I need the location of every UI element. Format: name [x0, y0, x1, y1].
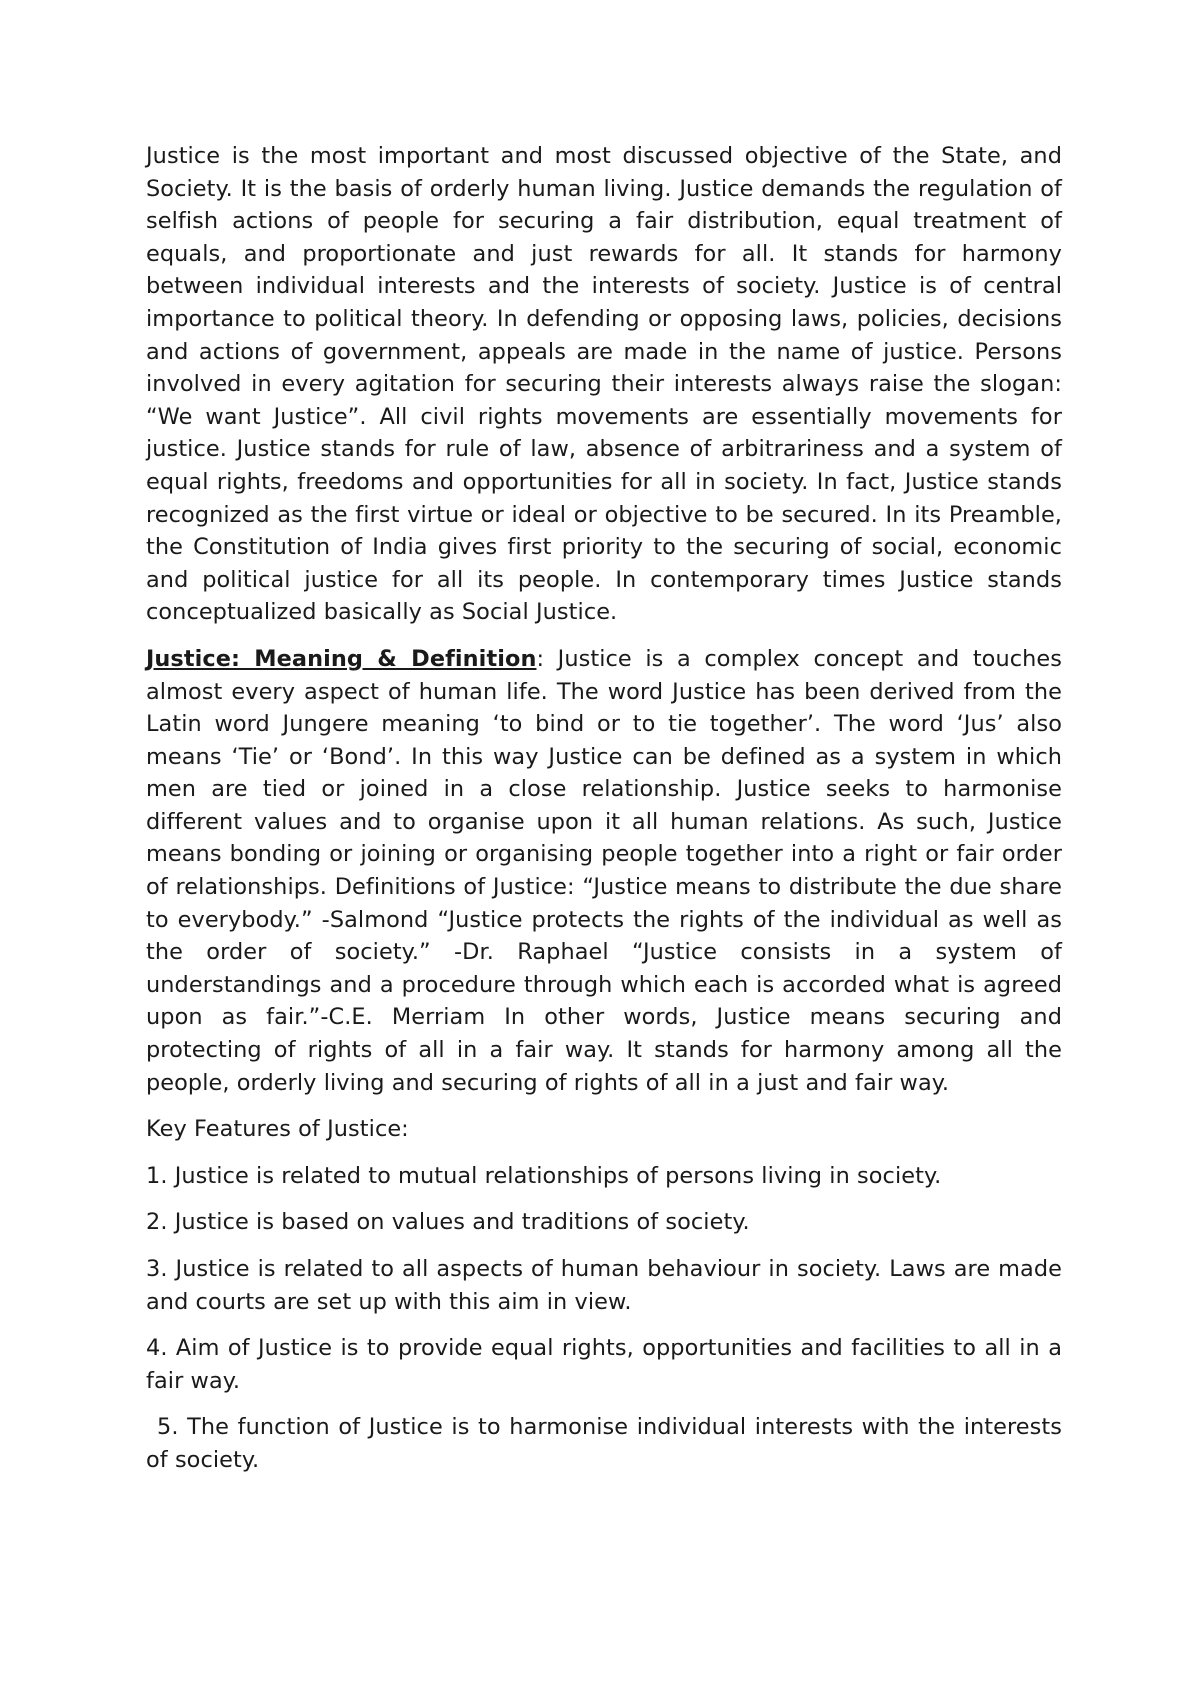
meaning-text: : Justice is a complex concept and touches almost every aspect of human life. The word Justice has been derived from the Latin word Jungere meaning ‘to bind or to tie together’. The word ‘Jus’ also means ‘Tie’ or ‘Bond’. In this way Justice can be defined as a system in which men are tied or joined in a close relationship. Justice seeks to harmonise different values and to organise upon it all human relations. As such, Justice means bonding or joining or organising people together into a right or fair order of relationships. Definitions of Justice: “Justice means to distribute the due share to everybody.” -Salmond “Justice protects the rights of the individual as well as the order of society.” -Dr. Raphael “Justice consists in a system of understandings and a procedure through which each is accorded what is agreed upon as fair.”-C.E. Merriam In other words, Justice means securing and protecting of rights of all in a fair way. It stands for harmony among all the people, orderly living and securing of rights of all in a just and fair way.	[146, 645, 1062, 1096]
feature-item-1: 1. Justice is related to mutual relationships of persons living in society.	[146, 1162, 942, 1189]
meaning-paragraph	[146, 643, 1062, 1099]
feature-item-3: 3. Justice is related to all aspects of human behaviour in society. Laws are made and courts are set up with this aim in view.	[146, 1256, 1062, 1315]
feature-item-2: 2. Justice is based on values and traditions of society.	[146, 1209, 750, 1236]
features-label: Key Features of Justice:	[146, 1116, 409, 1143]
feature-item-4: 4. Aim of Justice is to provide equal rights, opportunities and facilities to all in a fair way.	[146, 1335, 1062, 1394]
intro-paragraph: Justice is the most important and most discussed objective of the State, and Society. It is the basis of orderly human living. Justice demands the regulation of selfish actions of people for securing a fair distribution, equal treatment of equals, and proportionate and just rewards for all. It stands for harmony between individual interests and the interests of society. Justice is of central importance to political theory. In defending or opposing laws, policies, decisions and actions of government, appeals are made in the name of justice. Persons involved in every agitation for securing their interests always raise the slogan: “We want Justice”. All civil rights movements are essentially movements for justice. Justice stands for rule of law, absence of arbitrariness and a system of equal rights, freedoms and opportunities for all in society. In fact, Justice stands recognized as the first virtue or ideal or objective to be secured. In its Preamble, the Constitution of India gives first priority to the securing of social, economic and political justice for all its people. In contemporary times Justice stands conceptualized basically as Social Justice.	[146, 143, 1062, 626]
meaning-heading: Justice: Meaning & Definition	[146, 645, 537, 672]
feature-item-5: 5. The function of Justice is to harmonise individual interests with the interests of society.	[146, 1414, 1062, 1473]
document-page	[146, 140, 1062, 1491]
